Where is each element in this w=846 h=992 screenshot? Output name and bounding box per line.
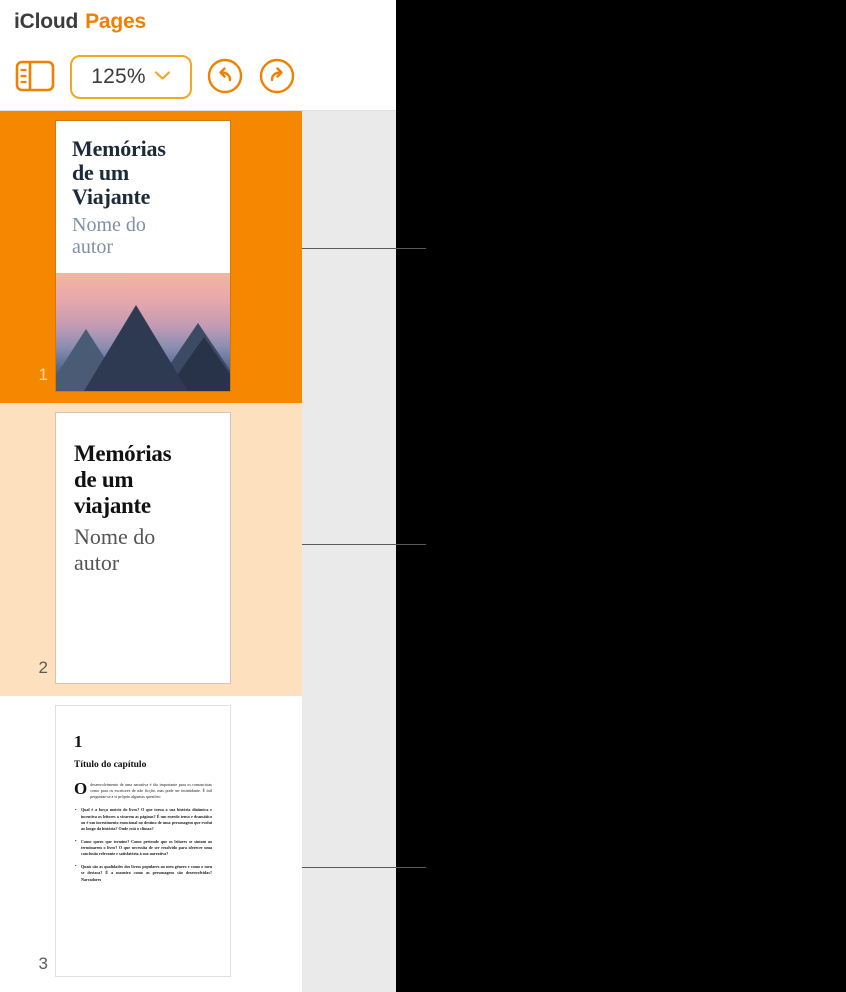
list-item: • Como quero que termine? Como pretende que os leitores se sintam ao terminarem o livro? O que necessita de ser resolvido para oferecer uma conclusão relevante e satisfatória à sua narrativa? — [81, 839, 212, 858]
chapter-body-paragraph — [74, 779, 212, 800]
chapter-page-layout — [56, 706, 230, 976]
title-page-layout — [56, 413, 230, 683]
chapter-number: 1 — [74, 732, 83, 751]
cover-title-line-1: Memórias — [72, 136, 166, 161]
page-preview-chapter[interactable] — [56, 706, 230, 976]
zoom-select[interactable] — [70, 55, 192, 99]
page-thumbnail-list[interactable] — [0, 111, 396, 992]
zoom-value: 125% — [91, 65, 146, 88]
title-page-title — [74, 441, 212, 518]
title-page-author — [74, 524, 212, 575]
canvas-rule-1 — [302, 248, 426, 249]
title-page-title-line-1: Memórias — [74, 441, 172, 466]
chapter-dropcap: O — [74, 779, 88, 798]
mountain-shape-b — [84, 305, 188, 391]
brand-pages: Pages — [85, 10, 146, 33]
canvas-rule-3 — [302, 867, 426, 868]
title-page-author-line-2: autor — [74, 549, 120, 575]
sidebar-toggle-button[interactable] — [14, 58, 56, 97]
page-thumbnail-1[interactable] — [0, 111, 302, 403]
cover-author-line-2: autor — [72, 236, 114, 259]
title-bar — [0, 0, 396, 44]
title-page-title-line-3: viajante — [74, 492, 151, 518]
redo-icon — [258, 57, 296, 98]
sidebar-gutter — [302, 111, 396, 992]
undo-button[interactable] — [206, 57, 244, 98]
page-number-3: 3 — [38, 954, 48, 973]
toolbar — [0, 44, 396, 111]
list-item: • Qual é a força motriz do livro? O que torna a sua história dinâmica e incentiva os leitores a virarem as páginas? É um enredo tenso e dramático ou é um investimento emocional no destino de uma personagem que evolui ao longo da história? Onde está o clímax? — [81, 807, 212, 832]
brand-icloud: iCloud — [14, 10, 79, 33]
title-page-author-line-1: Nome do — [74, 524, 156, 550]
canvas-rule-2 — [302, 544, 426, 545]
list-item: • Quais são as qualidades dos livros populares no meu género e como o meu se destaca? É a maneira como as personagens são desenvolvidas? Narradores — [81, 864, 212, 883]
cover-title-line-2: de um — [72, 159, 130, 185]
sidebar-icon — [14, 58, 56, 97]
app-brand — [14, 10, 146, 34]
pages-app-window — [0, 0, 396, 992]
page-number-2: 2 — [38, 658, 48, 677]
chapter-title: Título do capítulo — [74, 760, 147, 770]
cover-author-line-1: Nome do — [72, 213, 146, 236]
cover-title — [72, 137, 214, 209]
title-page-title-line-2: de um — [74, 466, 134, 492]
chapter-body-text: desenvolvimento de uma narrativa é tão importante para os romancistas como para os escritores de não ficção, mas pode ser intimidante. É útil perguntar-se a si próprio algumas questões: — [90, 782, 212, 800]
undo-icon — [206, 57, 244, 98]
chevron-down-icon — [154, 68, 171, 86]
page-thumbnail-2[interactable] — [0, 403, 302, 696]
page-preview-cover[interactable] — [56, 121, 230, 391]
cover-layout — [56, 121, 230, 391]
page-number-1: 1 — [38, 365, 48, 384]
chapter-question-list — [74, 807, 212, 882]
cover-photo-mountains — [56, 273, 230, 391]
page-preview-title[interactable] — [56, 413, 230, 683]
redo-button[interactable] — [258, 57, 296, 98]
page-thumbnail-3[interactable] — [0, 696, 302, 992]
cover-author — [72, 214, 214, 259]
cover-title-line-3: Viajante — [72, 183, 151, 209]
